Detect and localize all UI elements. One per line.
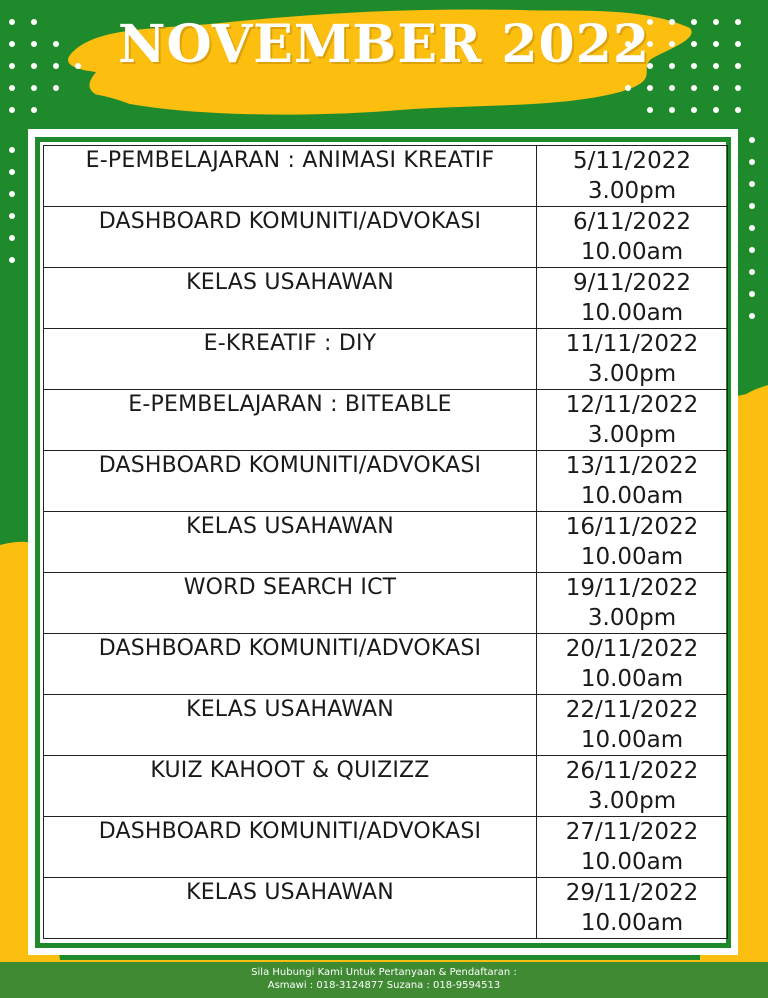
activity-time: 10.00am [580, 849, 684, 875]
table-row [44, 390, 728, 451]
activity-time: 3.00pm [587, 178, 677, 204]
table-row [44, 329, 728, 390]
activity-date: 12/11/2022 [565, 392, 699, 418]
table-row [44, 512, 728, 573]
activity-name: KELAS USAHAWAN [44, 878, 537, 939]
activity-datetime [537, 451, 728, 512]
activity-datetime [537, 512, 728, 573]
activity-date: 20/11/2022 [565, 636, 699, 662]
activity-date: 6/11/2022 [573, 209, 691, 235]
activity-time: 10.00am [580, 910, 684, 936]
activity-datetime [537, 634, 728, 695]
table-row [44, 146, 728, 207]
activity-date: 27/11/2022 [565, 819, 699, 845]
activity-datetime [537, 695, 728, 756]
activity-name: WORD SEARCH ICT [44, 573, 537, 634]
activity-time: 10.00am [580, 666, 684, 692]
activity-time: 10.00am [580, 544, 684, 570]
footer-line-1: Sila Hubungi Kami Untuk Pertanyaan & Pendaftaran : [251, 967, 517, 978]
activity-name: E-PEMBELAJARAN : ANIMASI KREATIF [44, 146, 537, 207]
activity-datetime [537, 329, 728, 390]
activity-datetime [537, 817, 728, 878]
activity-date: 26/11/2022 [565, 758, 699, 784]
activity-time: 3.00pm [587, 422, 677, 448]
activity-date: 11/11/2022 [565, 331, 699, 357]
activity-datetime [537, 573, 728, 634]
activity-datetime [537, 268, 728, 329]
activity-name: KELAS USAHAWAN [44, 268, 537, 329]
table-row [44, 207, 728, 268]
activity-time: 3.00pm [587, 605, 677, 631]
activity-name: DASHBOARD KOMUNITI/ADVOKASI [44, 451, 537, 512]
page-title: NOVEMBER 2022 [117, 14, 651, 75]
schedule-table [43, 145, 728, 939]
activity-datetime [537, 756, 728, 817]
activity-date: 29/11/2022 [565, 880, 699, 906]
activity-name: DASHBOARD KOMUNITI/ADVOKASI [44, 634, 537, 695]
activity-date: 16/11/2022 [565, 514, 699, 540]
table-row [44, 268, 728, 329]
activity-time: 10.00am [580, 239, 684, 265]
activity-datetime [537, 878, 728, 939]
activity-date: 13/11/2022 [565, 453, 699, 479]
activity-time: 10.00am [580, 300, 684, 326]
table-row [44, 451, 728, 512]
activity-time: 3.00pm [587, 788, 677, 814]
table-row [44, 878, 728, 939]
activity-name: KELAS USAHAWAN [44, 512, 537, 573]
activity-name: KUIZ KAHOOT & QUIZIZZ [44, 756, 537, 817]
activity-time: 10.00am [580, 483, 684, 509]
activity-datetime [537, 146, 728, 207]
activity-name: KELAS USAHAWAN [44, 695, 537, 756]
activity-name: E-KREATIF : DIY [44, 329, 537, 390]
activity-date: 22/11/2022 [565, 697, 699, 723]
activity-datetime [537, 390, 728, 451]
activity-datetime [537, 207, 728, 268]
table-row [44, 817, 728, 878]
table-row [44, 695, 728, 756]
activity-date: 5/11/2022 [573, 148, 691, 174]
activity-name: E-PEMBELAJARAN : BITEABLE [44, 390, 537, 451]
activity-time: 10.00am [580, 727, 684, 753]
table-row [44, 573, 728, 634]
activity-date: 9/11/2022 [573, 270, 691, 296]
table-row [44, 634, 728, 695]
contact-footer [0, 962, 768, 998]
activity-time: 3.00pm [587, 361, 677, 387]
footer-line-2: Asmawi : 018-3124877 Suzana : 018-9594513 [267, 980, 501, 991]
activity-name: DASHBOARD KOMUNITI/ADVOKASI [44, 817, 537, 878]
schedule-border [35, 137, 731, 948]
activity-date: 19/11/2022 [565, 575, 699, 601]
activity-name: DASHBOARD KOMUNITI/ADVOKASI [44, 207, 537, 268]
schedule-frame [28, 129, 738, 955]
table-row [44, 756, 728, 817]
